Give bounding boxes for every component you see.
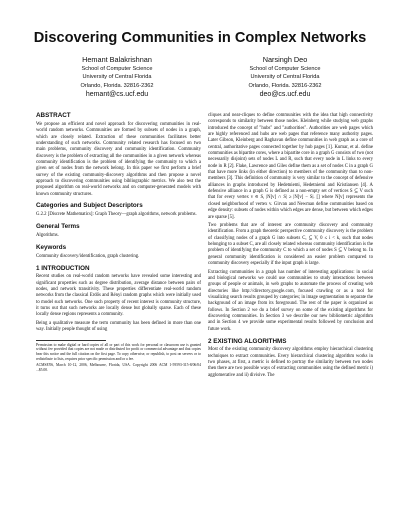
author-department: School of Computer Science	[249, 66, 321, 72]
author-name: Hemant Balakrishnan	[82, 55, 152, 64]
author-university: University of Central Florida	[82, 74, 152, 81]
categories-text: G.2.2 [Discrete Mathematics]: Graph Theory—graph algorithms, network problems.	[36, 212, 197, 218]
conference-notice: ACMSE'06, March 10-12, 2006, Melbourne, Florida, USA. Copyright 2006 ACM 1-59593-315-8/06/04 ...$5.00.	[36, 362, 201, 372]
body-paragraph: Extracting communities in a graph has number of interesting applications: in social and biological networks we could use communities to study interactions between groups of people or animals, in web graphs to automate the process of creating web directories like http://directory.google.com, focused crawling or as a tool for visualizing search results grouped by categories; in image segmentation to separate the background of an image from its foreground. The rest of the paper is organized as follows. In Section 2 we do a brief survey on some of the existing algorithms for discovering communities. In Section 3 we describe our new bibliometric algorithm and in Section 4 we provide some experimental results followed by conclusion and future work.	[208, 269, 374, 332]
keywords-heading: Keywords	[36, 243, 67, 251]
permission-notice: Permission to make digital or hard copies of all or part of this work for personal or classroom use is granted without fee provided that copies are not made or distributed for profit or commercial advantage and that copies bear this notice and the full citation on the first page. To copy otherwise, or republish, to post on servers or to redistribute to lists, requires prior specific permission and/or a fee.	[36, 342, 201, 361]
author-block-2	[210, 55, 360, 99]
introduction-heading: 1 INTRODUCTION	[36, 264, 90, 272]
body-paragraph: cliques and near-cliques to define communities with the idea that high connectivity corresponds to similarity between those nodes. Kleinberg while studying web graphs introduced the concept of "hubs" and "authorities". Authorities are web pages which are highly referenced and hubs are web pages that reference many authority pages. Later Gibson, Kleinberg and Raghavan define communities in web graph as a core of central, authoritative pages connected together by hub pages [1]. Kumar, et al. define communities as bipartite cores, where a bipartite core in a graph G consists of two (not necessarily disjoint) sets of nodes L and R, such that every node in L links to every node in R [2]. Flake, Lawrence and Giles define them as a set of nodes C in a graph G that have more links (in either direction) to members of the community than to non-members [3]. This definition of community is very similar to the concept of defensive alliances in graphs introduced by Hedetniemi, Hedetniemi and Kristiansen [4]. A defensive alliance in a graph G is defined as a non-empty set of vertices S ⊆ V such that for every vertex v ∈ S, |N[v] ∩ S| ≥ |N[v] − S|. [] where N[v] represents the closed neighborhood of vertex v. Girvan and Newman define communities based on edge density: subsets of nodes within which edges are dense, but between which edges are sparse [5].	[208, 113, 373, 220]
footnote-rule	[36, 340, 106, 341]
author-university: University of Central Florida	[250, 74, 320, 81]
author-city: Orlando, Florida. 32816-2362	[248, 82, 322, 89]
general-terms-heading: General Terms	[36, 223, 80, 231]
author-city: Orlando, Florida. 32816-2362	[80, 82, 154, 89]
copyright-footnote	[36, 340, 201, 373]
right-column	[208, 113, 373, 381]
categories-heading: Categories and Subject Descriptors	[36, 202, 143, 210]
body-paragraph: Two problems that are of interest are community discovery and community identification. From a graph theoretic perspective community discovery is the problem of classifying nodes of a graph G into subsets C, ⊆ V, 0 ≤ i < k, such that nodes belonging to a subset C, are all closely related whereas community identification is the problem of identifying the community C to which a set of nodes S ⊆ V belong to. In general community identification is considered an easier problem compared to community discovery especially if the input graph is large.	[208, 223, 373, 267]
paper-title: Discovering Communities in Complex Networks	[33, 30, 367, 46]
left-column	[36, 113, 201, 374]
keywords-text: Community discovery/identification, graph clustering.	[36, 253, 140, 259]
author-email: hemant@cs.ucf.edu	[85, 90, 149, 98]
author-department: School of Computer Science	[81, 66, 153, 72]
general-terms-text: Algorithms.	[36, 233, 59, 238]
abstract-heading: ABSTRACT	[36, 112, 71, 119]
introduction-paragraph: Recent studies on real-world random networks have revealed some interesting and significant properties such as degree distribution, average distance between pairs of nodes, and network transitivity. These properties differentiate real-world random networks from the classical Erdős and Rényi random graphs which were initially used to model such networks. One such property of recent interest is community structure, it turns out that such networks are locally dense but globally sparse. Each of these locally dense regions represents a community.	[36, 274, 201, 318]
introduction-paragraph: Being a qualitative measure the term community has been defined in more than one way. Initially people thought of using	[36, 320, 201, 333]
author-email: deo@cs.ucf.edu	[259, 90, 311, 98]
body-paragraph: Most of the existing community discovery algorithms employ hierarchical clustering techniques to extract communities. Every hierarchical clustering algorithm works in two phases, at first, a metric is defined to portray the similarity between two nodes then there are two possible ways of extracting communities using the defined metric i) agglomerative and ii) divisive. The	[208, 347, 373, 378]
author-block-1	[42, 55, 192, 99]
abstract-text: We propose an efficient and novel approach for discovering communities in real-world random networks. Communities are formed by subsets of nodes in a graph, which are closely related. Extraction of these communities facilitates better understanding of such networks. Community related research has focused on two main problems, community discovery and community identification. Community discovery is the problem of extracting all the communities in a given network whereas community identification is the problem of identifying the community to which a given set of nodes from the network belong. In this paper we first perform a brief survey of the existing community-discovery algorithms and then propose a novel approach to discovering communities using bibliographic metrics. We also test the proposed algorithm on real-world networks and on computer-generated models with known community structures.	[36, 121, 201, 197]
existing-algorithms-heading: 2 EXISTING ALGORITHMS	[208, 337, 287, 345]
author-name: Narsingh Deo	[262, 55, 308, 64]
